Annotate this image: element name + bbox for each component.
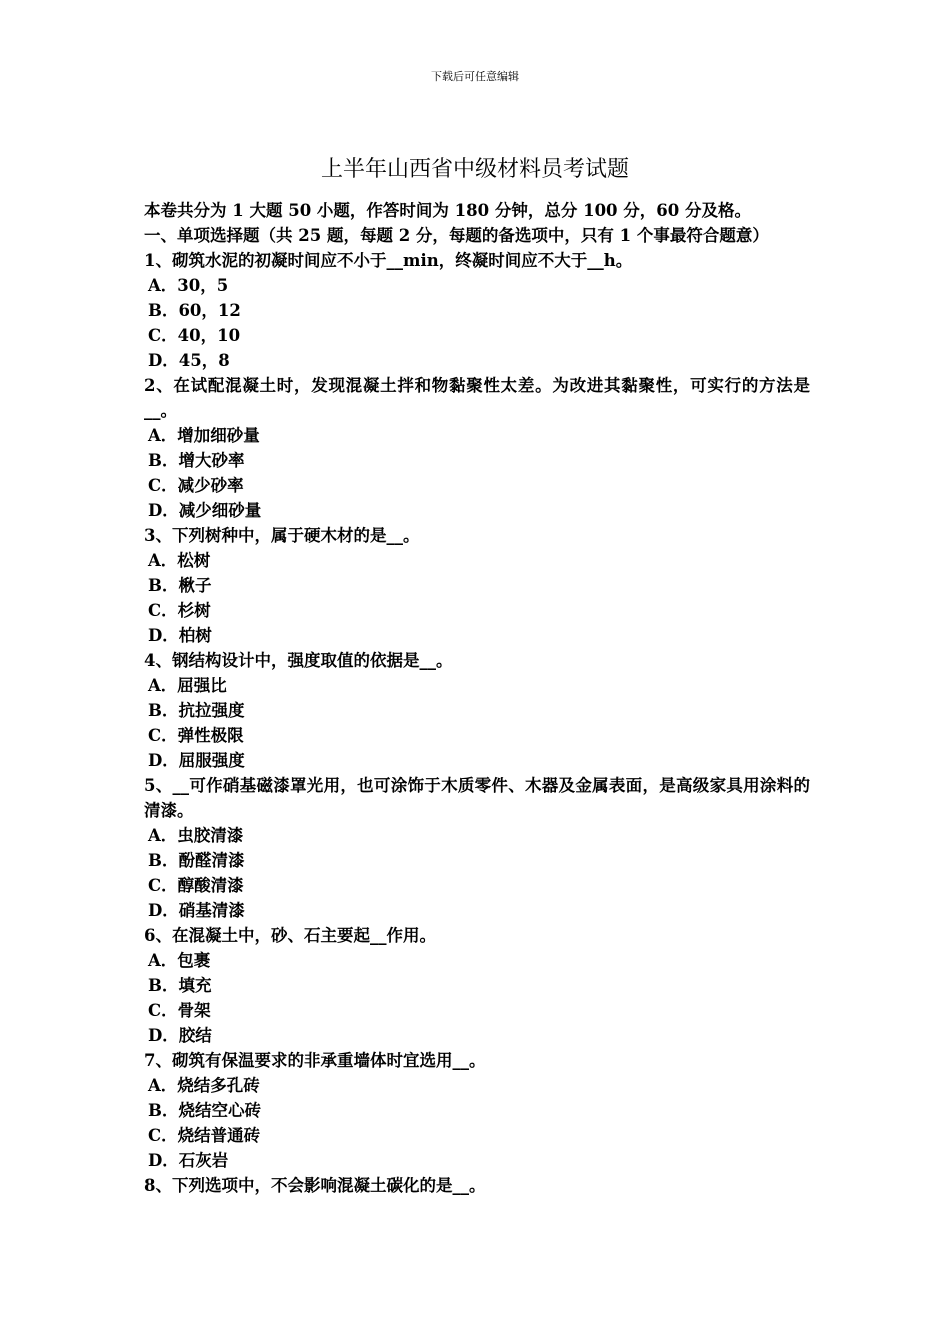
question-1 <box>144 248 810 373</box>
option-c: C．烧结普通砖 <box>148 1126 261 1145</box>
option-d: D．减少细砂量 <box>148 501 262 520</box>
option-a: A．30，5 <box>148 276 229 295</box>
option-b: B．60，12 <box>148 301 241 320</box>
option-d: D．胶结 <box>148 1026 212 1045</box>
question-stem: 7、砌筑有保温要求的非承重墙体时宜选用__。 <box>144 1051 486 1070</box>
section-heading: 一、单项选择题（共 25 题，每题 2 分，每题的备选项中，只有 1 个事最符合题意） <box>144 226 769 245</box>
question-stem: 8、下列选项中，不会影响混凝土碳化的是__。 <box>144 1176 486 1195</box>
question-stem: 3、下列树种中，属于硬木材的是__。 <box>144 526 420 545</box>
question-2 <box>144 373 810 523</box>
option-c: C．减少砂率 <box>148 476 244 495</box>
option-d: D．硝基清漆 <box>148 901 245 920</box>
option-b: B．酚醛清漆 <box>148 851 245 870</box>
question-6 <box>144 923 810 1048</box>
option-d: D．屈服强度 <box>148 751 245 770</box>
question-stem: 4、钢结构设计中，强度取值的依据是__。 <box>144 651 453 670</box>
question-7 <box>144 1048 810 1173</box>
question-3 <box>144 523 810 648</box>
question-stem: 5、__可作硝基磁漆罩光用，也可涂饰于木质零件、木器及金属表面，是高级家具用涂料的清漆。 <box>144 776 810 820</box>
option-b: B．楸子 <box>148 576 212 595</box>
option-c: C．杉树 <box>148 601 211 620</box>
document-body <box>144 198 810 1198</box>
option-d: D．石灰岩 <box>148 1151 229 1170</box>
option-a: A．烧结多孔砖 <box>148 1076 260 1095</box>
option-a: A．屈强比 <box>148 676 227 695</box>
exam-intro: 本卷共分为 1 大题 50 小题，作答时间为 180 分钟，总分 100 分，60 分及格。 <box>144 201 751 220</box>
option-d: D．45，8 <box>148 351 230 370</box>
question-8 <box>144 1173 810 1198</box>
option-b: B．填充 <box>148 976 212 995</box>
option-d: D．柏树 <box>148 626 212 645</box>
question-4 <box>144 648 810 773</box>
option-c: C．醇酸清漆 <box>148 876 244 895</box>
option-c: C．骨架 <box>148 1001 211 1020</box>
option-c: C．40，10 <box>148 326 241 345</box>
option-c: C．弹性极限 <box>148 726 244 745</box>
option-a: A．虫胶清漆 <box>148 826 244 845</box>
question-stem: 2、在试配混凝土时，发现混凝土拌和物黏聚性太差。为改进其黏聚性，可实行的方法是__。 <box>144 376 810 420</box>
question-stem: 1、砌筑水泥的初凝时间应不小于__min，终凝时间应不大于__h。 <box>144 251 633 270</box>
option-a: A．增加细砂量 <box>148 426 260 445</box>
document-title: 上半年山西省中级材料员考试题 <box>320 157 629 182</box>
option-b: B．烧结空心砖 <box>148 1101 261 1120</box>
option-b: B．抗拉强度 <box>148 701 245 720</box>
header-note: 下载后可任意编辑 <box>431 70 519 83</box>
option-a: A．包裹 <box>148 951 211 970</box>
option-b: B．增大砂率 <box>148 451 245 470</box>
question-5 <box>144 773 810 923</box>
option-a: A．松树 <box>148 551 211 570</box>
question-stem: 6、在混凝土中，砂、石主要起__作用。 <box>144 926 436 945</box>
